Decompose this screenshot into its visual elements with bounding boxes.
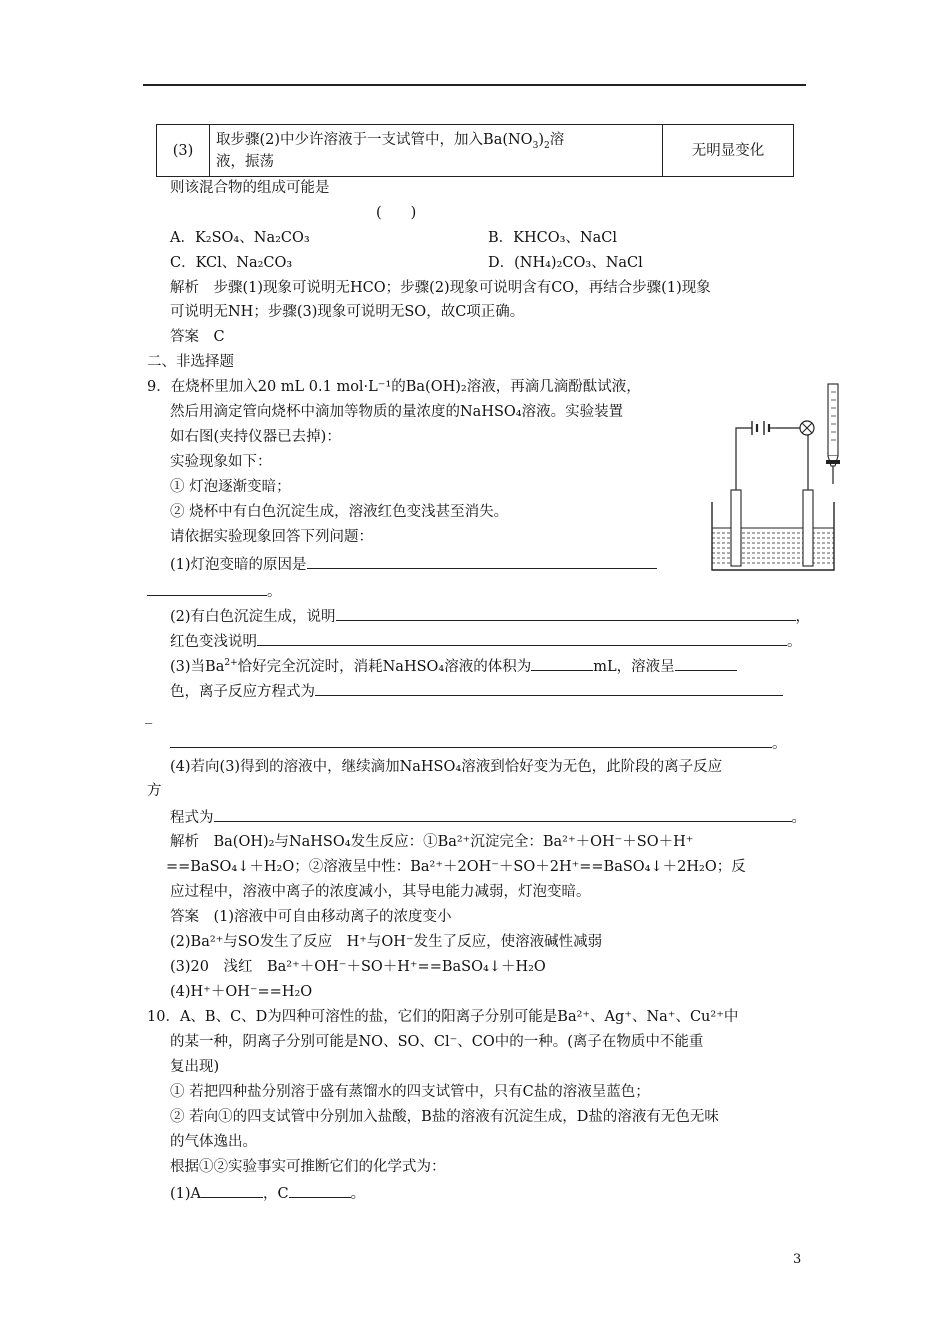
answer-blank[interactable] xyxy=(675,655,737,671)
q9-part1-continued: 。 xyxy=(147,580,282,602)
answer-blank[interactable] xyxy=(307,553,657,569)
page-number: 3 xyxy=(793,1252,802,1267)
q9-part2b: 红色变浅说明 。 xyxy=(170,630,802,652)
answer-blank[interactable] xyxy=(214,806,792,822)
q9-line7: 请依据实验现象回答下列问题： xyxy=(170,529,373,545)
q8-stem: 则该混合物的组成可能是 xyxy=(170,180,330,196)
q9-analysis-line3: 应过程中，溶液中离子的浓度减小，其导电能力减弱，灯泡变暗。 xyxy=(170,884,591,900)
q9-part1: (1)灯泡变暗的原因是 xyxy=(170,553,657,575)
q10-line4: ① 若把四种盐分别溶于盛有蒸馏水的四支试管中，只有C盐的溶液呈蓝色； xyxy=(170,1084,650,1100)
answer-blank[interactable] xyxy=(170,732,772,748)
q8-analysis-line1: 解析 步骤(1)现象可说明无HCO；步骤(2)现象可说明含有CO，再结合步骤(1)现象 xyxy=(170,280,711,296)
lamp-icon xyxy=(800,421,814,435)
q10-line1: 10．A、B、C、D为四种可溶性的盐，它们的阳离子分别可能是Ba²⁺、Ag⁺、Na⁺、Cu²⁺中 xyxy=(147,1009,739,1025)
beaker-icon xyxy=(712,502,834,570)
header-rule xyxy=(143,84,806,86)
q10-line7: 根据①②实验事实可推断它们的化学式为： xyxy=(170,1159,446,1175)
answer-blank[interactable] xyxy=(531,655,593,671)
table-step-result: 无明显变化 xyxy=(663,125,794,177)
q9-answer-line1: 答案 (1)溶液中可自由移动离子的浓度变小 xyxy=(170,909,452,925)
q10-line3: 复出现) xyxy=(170,1059,220,1075)
electrode-right xyxy=(803,490,813,566)
q8-answer-paren: ( ) xyxy=(376,205,417,221)
q8-option-b: B．KHCO₃、NaCl xyxy=(488,230,617,246)
answer-blank[interactable] xyxy=(336,605,796,621)
q9-part3: (3)当$Ba^{2+}$恰好完全沉淀时，消耗NaHSO₄溶液的体积为 mL，溶液呈 xyxy=(170,655,737,677)
answer-blank[interactable] xyxy=(257,630,787,646)
answer-blank[interactable] xyxy=(289,1182,351,1198)
q9-answer-line3: (3)20 浅红 Ba²⁺＋OH⁻＋SO＋H⁺==BaSO₄↓＋H₂O xyxy=(170,959,546,975)
q9-line3: 如右图(夹持仪器已去掉)： xyxy=(170,429,341,445)
q9-part3b: 色，离子反应方程式为 xyxy=(170,680,783,702)
q9-part4b: 程式为 。 xyxy=(170,806,806,828)
answer-blank[interactable] xyxy=(147,580,267,596)
q8-option-d: D．(NH₄)₂CO₃、NaCl xyxy=(488,255,643,271)
q9-line4: 实验现象如下： xyxy=(170,454,272,470)
q8-option-a: A．K₂SO₄、Na₂CO₃ xyxy=(170,230,310,246)
q8-answer: 答案 C xyxy=(170,329,225,345)
q9-analysis-line2: ==BaSO₄↓＋H₂O；②溶液呈中性：Ba²⁺＋2OH⁻＋SO＋2H⁺==BaSO₄↓＋2H₂O；反 xyxy=(166,859,746,875)
q9-line5: ① 灯泡逐渐变暗； xyxy=(170,479,291,495)
q9-part2: (2)有白色沉淀生成，说明 ， xyxy=(170,605,810,627)
q8-analysis-line2: 可说明无NH；步骤(3)现象可说明无SO，故C项正确。 xyxy=(170,304,525,320)
q10-line2: 的某一种，阴离子分别可能是NO、SO、Cl⁻、CO中的一种。(离子在物质中不能重 xyxy=(170,1034,704,1050)
apparatus-figure xyxy=(700,380,860,575)
q9-line1: 9．在烧杯里加入20 mL 0.1 mol·L⁻¹的Ba(OH)₂溶液，再滴几滴酚酞试液， xyxy=(147,379,641,395)
q10-line5: ② 若向①的四支试管中分别加入盐酸，B盐的溶液有沉淀生成，D盐的溶液有无色无味 xyxy=(170,1109,719,1125)
q9-answer-line2: (2)Ba²⁺与SO发生了反应 H⁺与OH⁻发生了反应，使溶液碱性减弱 xyxy=(170,934,603,950)
q9-line6: ② 烧杯中有白色沉淀生成，溶液红色变浅甚至消失。 xyxy=(170,504,509,520)
q10-line8: (1)A ，C 。 xyxy=(170,1182,365,1204)
section-title: 二、非选择题 xyxy=(147,354,234,370)
electrode-left xyxy=(731,490,741,566)
q8-option-c: C．KCl、Na₂CO₃ xyxy=(170,255,293,271)
table-step-number: (3) xyxy=(157,125,210,177)
answer-blank[interactable] xyxy=(315,680,783,696)
q10-line6: 的气体逸出。 xyxy=(170,1134,257,1150)
burette-icon xyxy=(826,384,840,484)
q9-part4-wrap: 方 xyxy=(147,783,162,799)
battery-icon xyxy=(752,421,776,435)
q9-analysis-line1: 解析 Ba(OH)₂与NaHSO₄发生反应：①Ba²⁺沉淀完全：Ba²⁺＋OH⁻＋SO＋H⁺ xyxy=(170,834,694,850)
experiment-table xyxy=(156,124,794,177)
q9-part3-dash: _ xyxy=(145,708,153,724)
table-step-description: 取步骤(2)中少许溶液于一支试管中，加入$Ba(NO_3)_2$溶 液，振荡 xyxy=(210,125,663,177)
answer-blank[interactable] xyxy=(201,1182,263,1198)
q9-part3c: 。 xyxy=(170,732,787,754)
q9-part4: (4)若向(3)得到的溶液中，继续滴加NaHSO₄溶液到恰好变为无色，此阶段的离子反应 xyxy=(170,759,723,775)
q9-answer-line4: (4)H⁺＋OH⁻==H₂O xyxy=(170,984,313,1000)
q9-line2: 然后用滴定管向烧杯中滴加等物质的量浓度的NaHSO₄溶液。实验装置 xyxy=(170,404,624,420)
